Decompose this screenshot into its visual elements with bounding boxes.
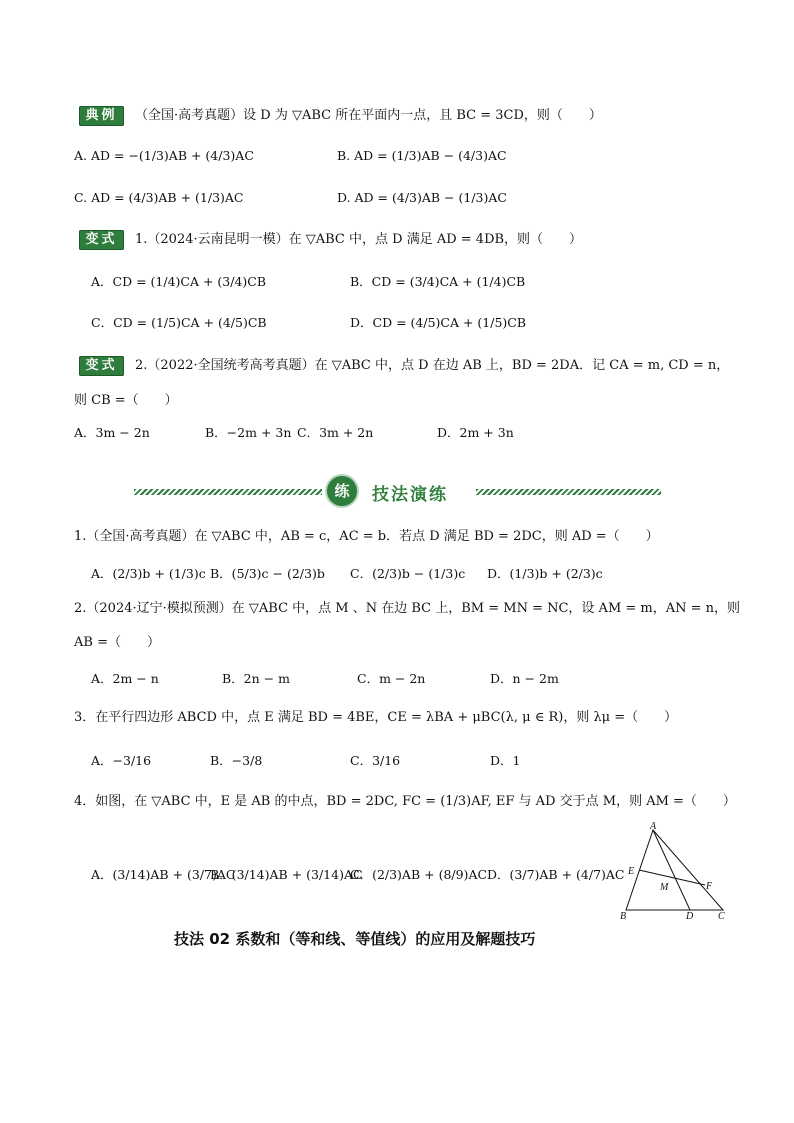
variant1-option-a[interactable]: A．CD = (1/4)CA + (3/4)CB bbox=[91, 274, 267, 289]
figure-label-b: B bbox=[620, 911, 627, 922]
practice-3-option-d[interactable]: D．1 bbox=[490, 753, 521, 768]
figure-label-m: M bbox=[660, 882, 669, 893]
variant1-option-c[interactable]: C．CD = (1/5)CA + (4/5)CB bbox=[91, 315, 267, 330]
practice-1-stem: 1.（全国·高考真题）在 ▽ABC 中，AB = c，AC = b．若点 D 满足 BD = 2DC，则 AD =（ ） bbox=[74, 529, 659, 544]
example-option-c[interactable]: C. AD = (4/3)AB + (1/3)AC bbox=[74, 190, 244, 205]
variant1-stem: 1.（2024·云南昆明一模）在 ▽ABC 中，点 D 满足 AD = 4DB，则（ ） bbox=[135, 232, 583, 247]
variant2-stem-continued: 则 CB =（ ） bbox=[74, 393, 178, 408]
example-option-d[interactable]: D. AD = (4/3)AB − (1/3)AC bbox=[337, 190, 507, 205]
banner-seal-icon: 练 bbox=[325, 474, 359, 508]
figure-label-e: E bbox=[628, 866, 635, 877]
practice-4-option-a[interactable]: A．(3/14)AB + (3/7)AC bbox=[91, 867, 236, 882]
practice-4-stem: 4．如图，在 ▽ABC 中，E 是 AB 的中点，BD = 2DC, FC = (1/3)AF, EF 与 AD 交于点 M，则 AM =（ ） bbox=[74, 794, 736, 809]
practice-2-option-a[interactable]: A．2m − n bbox=[91, 671, 159, 686]
variant2-option-d[interactable]: D．2m + 3n bbox=[437, 425, 514, 440]
figure-label-f: F bbox=[706, 881, 713, 892]
practice-1-option-b[interactable]: B．(5/3)c − (2/3)b bbox=[210, 566, 325, 581]
example-option-b[interactable]: B. AD = (1/3)AB − (4/3)AC bbox=[337, 148, 507, 163]
practice-2-stem: 2.（2024·辽宁·模拟预测）在 ▽ABC 中，点 M 、N 在边 BC 上，BM = MN = NC，设 AM = m，AN = n，则 bbox=[74, 601, 741, 616]
variant2-stem: 2.（2022·全国统考高考真题）在 ▽ABC 中，点 D 在边 AB 上，BD = 2DA．记 CA = m, CD = n， bbox=[135, 358, 730, 373]
practice-4-option-c[interactable]: C．(2/3)AB + (8/9)AC bbox=[350, 867, 488, 882]
banner-left-stripe bbox=[134, 489, 322, 495]
variant2-option-b[interactable]: B．−2m + 3n bbox=[205, 425, 292, 440]
practice-3-option-a[interactable]: A．−3/16 bbox=[91, 753, 152, 768]
variant1-option-d[interactable]: D．CD = (4/5)CA + (1/5)CB bbox=[350, 315, 527, 330]
variant2-option-c[interactable]: C．3m + 2n bbox=[297, 425, 374, 440]
practice-4-option-d[interactable]: D．(3/7)AB + (4/7)AC bbox=[487, 867, 625, 882]
practice-3-stem: 3．在平行四边形 ABCD 中，点 E 满足 BD = 4BE，CE = λBA + μBC(λ, μ ∈ R)，则 λμ =（ ） bbox=[74, 710, 678, 725]
practice-1-option-d[interactable]: D．(1/3)b + (2/3)c bbox=[487, 566, 603, 581]
variant1-option-b[interactable]: B．CD = (3/4)CA + (1/4)CB bbox=[350, 274, 526, 289]
practice-1-option-a[interactable]: A．(2/3)b + (1/3)c bbox=[91, 566, 206, 581]
variant2-option-a[interactable]: A．3m − 2n bbox=[74, 425, 150, 440]
practice-2-option-c[interactable]: C．m − 2n bbox=[357, 671, 426, 686]
example-stem: （全国·高考真题）设 D 为 ▽ABC 所在平面内一点，且 BC = 3CD，则（ ） bbox=[135, 108, 602, 123]
practice-2-option-b[interactable]: B．2n − m bbox=[222, 671, 290, 686]
variant1-tag: 变式 bbox=[79, 230, 124, 250]
section-heading: 技法 02 系数和（等和线、等值线）的应用及解题技巧 bbox=[174, 930, 536, 948]
example-tag: 典例 bbox=[79, 106, 124, 126]
banner-right-stripe bbox=[476, 489, 661, 495]
practice-2-stem-continued: AB =（ ） bbox=[74, 635, 160, 650]
practice-2-option-d[interactable]: D．n − 2m bbox=[490, 671, 559, 686]
practice-3-option-c[interactable]: C．3/16 bbox=[350, 753, 401, 768]
example-option-a[interactable]: A. AD = −(1/3)AB + (4/3)AC bbox=[74, 148, 254, 163]
figure-label-a: A bbox=[650, 822, 657, 832]
banner-title: 技法演练 bbox=[372, 485, 448, 505]
triangle-figure bbox=[608, 822, 738, 922]
practice-4-option-b[interactable]: B．(3/14)AB + (3/14)AC bbox=[210, 867, 363, 882]
variant2-tag: 变式 bbox=[79, 356, 124, 376]
figure-label-c: C bbox=[718, 911, 725, 922]
practice-1-option-c[interactable]: C．(2/3)b − (1/3)c bbox=[350, 566, 466, 581]
figure-label-d: D bbox=[686, 911, 694, 922]
practice-3-option-b[interactable]: B．−3/8 bbox=[210, 753, 263, 768]
segment-ad bbox=[653, 830, 690, 910]
